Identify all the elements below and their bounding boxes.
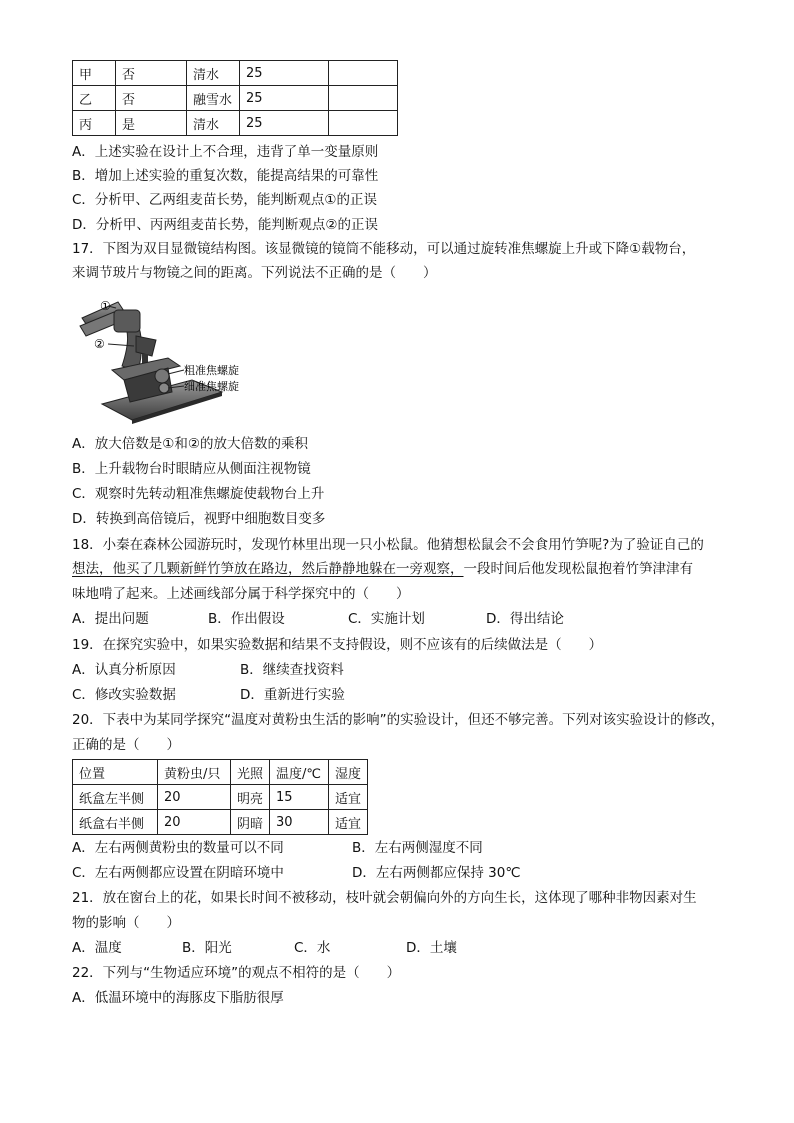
table-cell: 否 xyxy=(116,86,187,111)
experiment-table-1 xyxy=(72,60,398,136)
q21-option-d: D．土壤 xyxy=(406,940,457,956)
q18-options xyxy=(72,609,564,629)
table-cell: 纸盒右半侧 xyxy=(73,810,158,835)
q18-underlined-text: 想法，他买了几颗新鲜竹笋放在路边，然后静静地躲在一旁观察， xyxy=(72,561,464,577)
fine-focus-label: 细准焦螺旋 xyxy=(184,380,239,393)
table-cell xyxy=(329,61,398,86)
q20-option-c: C．左右两侧都应设置在阴暗环境中 xyxy=(72,865,284,881)
table-cell: 25 xyxy=(240,111,329,136)
table-cell: 明亮 xyxy=(231,785,270,810)
table-cell: 20 xyxy=(158,810,231,835)
figure-label-2: ② xyxy=(94,337,105,351)
q20-stem-line2: 正确的是（ ） xyxy=(72,737,180,753)
q17-option-d: D．转换到高倍镜后，视野中细胞数目变多 xyxy=(72,511,326,527)
table-row xyxy=(73,111,398,136)
table-cell: 25 xyxy=(240,61,329,86)
q21-options xyxy=(72,938,457,958)
q19-option-c: C．修改实验数据 xyxy=(72,687,176,703)
table-cell: 20 xyxy=(158,785,231,810)
table-row xyxy=(73,785,368,810)
q16-option-d: D．分析甲、丙两组麦苗长势，能判断观点②的正误 xyxy=(72,217,378,233)
table-cell: 是 xyxy=(116,111,187,136)
coarse-focus-label: 粗准焦螺旋 xyxy=(184,364,239,377)
table-cell: 适宜 xyxy=(329,810,368,835)
q18-option-c: C．实施计划 xyxy=(348,611,425,627)
table-cell: 甲 xyxy=(73,61,116,86)
microscope-figure xyxy=(72,296,252,424)
table-header-cell: 位置 xyxy=(73,760,158,785)
q19-option-a: A．认真分析原因 xyxy=(72,662,176,678)
table-cell: 否 xyxy=(116,61,187,86)
table-cell: 清水 xyxy=(187,61,240,86)
table-header-row xyxy=(73,760,368,785)
q17-option-c: C．观察时先转动粗准焦螺旋使载物台上升 xyxy=(72,486,325,502)
table-cell: 纸盒左半侧 xyxy=(73,785,158,810)
figure-label-1: ① xyxy=(100,299,111,313)
q19-option-d: D．重新进行实验 xyxy=(240,687,345,703)
table-row xyxy=(73,810,368,835)
q19-options-row2 xyxy=(72,685,345,705)
q18-option-b: B．作出假设 xyxy=(208,611,285,627)
table-cell xyxy=(329,86,398,111)
q21-option-b: B．阳光 xyxy=(182,940,232,956)
table-row xyxy=(73,86,398,111)
q21-stem-line1: 21．放在窗台上的花，如果长时间不被移动，枝叶就会朝偏向外的方向生长，这体现了哪种非物因素对生 xyxy=(72,890,697,906)
table-header-cell: 温度/℃ xyxy=(270,760,329,785)
q20-option-b: B．左右两侧湿度不同 xyxy=(352,840,483,856)
q22-option-a: A．低温环境中的海豚皮下脂肪很厚 xyxy=(72,990,284,1006)
q18-stem-line2 xyxy=(72,559,693,579)
table-header-cell: 黄粉虫/只 xyxy=(158,760,231,785)
q19-options-row1 xyxy=(72,660,344,680)
q16-option-b: B．增加上述实验的重复次数，能提高结果的可靠性 xyxy=(72,168,379,184)
q19-option-b: B．继续查找资料 xyxy=(240,662,344,678)
table-cell: 清水 xyxy=(187,111,240,136)
q17-option-b: B．上升载物台时眼睛应从侧面注视物镜 xyxy=(72,461,311,477)
table-cell: 30 xyxy=(270,810,329,835)
q18-option-d: D．得出结论 xyxy=(486,611,564,627)
q21-option-a: A．温度 xyxy=(72,940,122,956)
q18-option-a: A．提出问题 xyxy=(72,611,149,627)
q16-option-a: A．上述实验在设计上不合理，违背了单一变量原则 xyxy=(72,144,379,160)
q17-stem-line1: 17．下图为双目显微镜结构图。该显微镜的镜筒不能移动，可以通过旋转准焦螺旋上升或下降①载物台， xyxy=(72,241,696,257)
table-cell: 融雪水 xyxy=(187,86,240,111)
q19-stem: 19．在探究实验中，如果实验数据和结果不支持假设，则不应该有的后续做法是（ ） xyxy=(72,637,603,653)
q22-stem: 22．下列与“生物适应环境”的观点不相符的是（ ） xyxy=(72,965,401,981)
table-cell: 适宜 xyxy=(329,785,368,810)
q21-option-c: C．水 xyxy=(294,940,331,956)
q17-option-a: A．放大倍数是①和②的放大倍数的乘积 xyxy=(72,436,308,452)
table-cell: 乙 xyxy=(73,86,116,111)
table-header-cell: 湿度 xyxy=(329,760,368,785)
q18-stem-line1: 18．小秦在森林公园游玩时，发现竹林里出现一只小松鼠。他猜想松鼠会不会食用竹笋呢?为了验证自己的 xyxy=(72,537,704,553)
q20-option-a: A．左右两侧黄粉虫的数量可以不同 xyxy=(72,840,284,856)
table-header-cell: 光照 xyxy=(231,760,270,785)
q20-option-d: D．左右两侧都应保持 30℃ xyxy=(352,865,521,881)
q21-stem-line2: 物的影响（ ） xyxy=(72,915,180,931)
q16-option-c: C．分析甲、乙两组麦苗长势，能判断观点①的正误 xyxy=(72,192,378,208)
table-cell: 阴暗 xyxy=(231,810,270,835)
table-cell: 丙 xyxy=(73,111,116,136)
table-cell: 25 xyxy=(240,86,329,111)
q20-stem-line1: 20．下表中为某同学探究“温度对黄粉虫生活的影响”的实验设计，但还不够完善。下列对该实验设计的修改， xyxy=(72,712,725,728)
q20-options-row2 xyxy=(72,863,521,883)
experiment-table-2 xyxy=(72,759,368,835)
table-cell: 15 xyxy=(270,785,329,810)
q18-stem-line2-rest: 一段时间后他发现松鼠抱着竹笋津津有 xyxy=(463,561,693,577)
q17-stem-line2: 来调节玻片与物镜之间的距离。下列说法不正确的是（ ） xyxy=(72,265,437,281)
q18-stem-line3: 味地啃了起来。上述画线部分属于科学探究中的（ ） xyxy=(72,586,410,602)
table-row xyxy=(73,61,398,86)
table-cell xyxy=(329,111,398,136)
q20-options-row1 xyxy=(72,838,483,858)
